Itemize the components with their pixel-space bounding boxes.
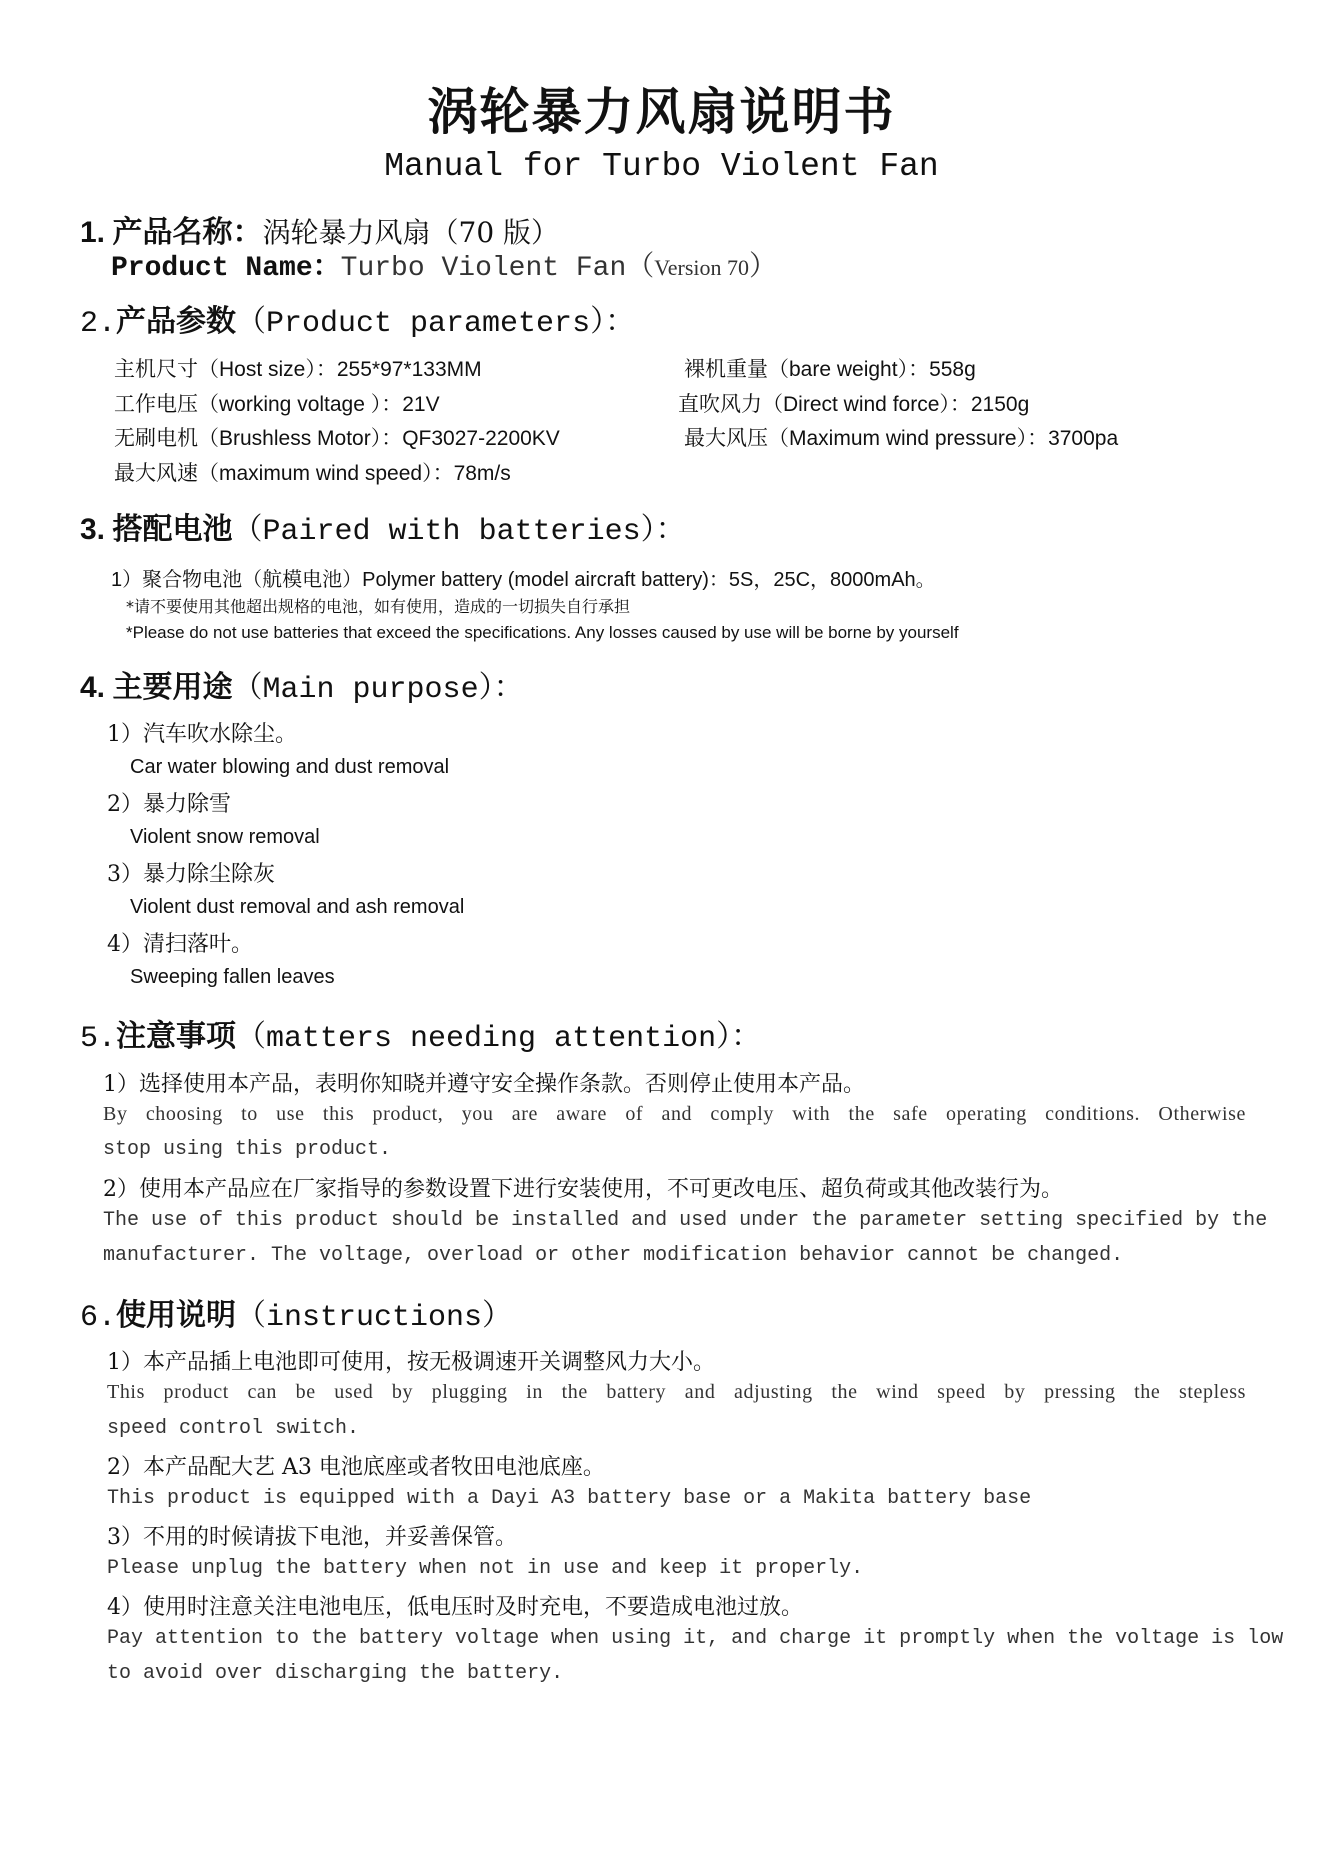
purpose-1-en: Car water blowing and dust removal (130, 756, 450, 778)
purpose-4-cn: 4）清扫落叶。 (107, 932, 253, 957)
section-2-label: 产品参数 (116, 304, 237, 339)
attention-2-cn: 2）使用本产品应在厂家指导的参数设置下进行安装使用，不可更改电压、超负荷或其他改装行为。 (103, 1177, 1064, 1202)
instruction-2-cn: 2）本产品配大艺 A3 电池底座或者牧田电池底座。 (107, 1455, 605, 1480)
instruction-2-en: This product is equipped with a Dayi A3 battery base or a Makita battery base (107, 1487, 1032, 1510)
instruction-4-en-line-1: Pay attention to the battery voltage when using it, and charge it promptly when the voltage is low (107, 1627, 1284, 1650)
attention-1-en-line-1: By choosing to use this product, you are aware of and comply with the safe operating conditions. Otherwise (103, 1103, 1246, 1125)
product-name-cn: 涡轮暴力风扇（70 版） (262, 216, 560, 249)
section-6-label-en: （instructions） (236, 1301, 513, 1335)
instruction-1-en-line-2: speed control switch. (107, 1417, 360, 1440)
section-5-number: 5. (80, 1022, 117, 1056)
section-3-number: 3. (80, 513, 106, 546)
section-6-label: 使用说明 (116, 1298, 237, 1333)
attention-2-en-line-2: manufacturer. The voltage, overload or other modification behavior cannot be changed. (103, 1244, 1124, 1267)
param-host-size: 主机尺寸（Host size）：255*97*133MM (114, 358, 482, 381)
instruction-4-en-line-2: to avoid over discharging the battery. (107, 1662, 564, 1685)
purpose-3-cn: 3）暴力除尘除灰 (107, 862, 275, 887)
battery-item-1: 1）聚合物电池（航模电池）Polymer battery (model aircraft battery)：5S，25C，8000mAh。 (111, 569, 936, 591)
section-6-heading (80, 1290, 512, 1335)
section-3-heading (80, 504, 686, 549)
attention-1-en-line-2: stop using this product. (103, 1138, 392, 1161)
instruction-1-en-line-1: This product can be used by plugging in the battery and adjusting the wind speed by pressing the stepless (107, 1381, 1246, 1403)
section-4-label: 主要用途 (112, 670, 233, 705)
purpose-1-cn: 1）汽车吹水除尘。 (107, 722, 297, 747)
section-4-label-en: （Main purpose）： (232, 673, 524, 707)
param-max-wind-pressure: 最大风压（Maximum wind pressure）：3700pa (684, 427, 1119, 450)
section-2-label-en: （Product parameters）： (236, 307, 636, 341)
instruction-1-cn: 1）本产品插上电池即可使用，按无极调速开关调整风力大小。 (107, 1350, 715, 1375)
section-4-heading (80, 662, 524, 707)
product-name-en-line (111, 244, 777, 284)
battery-note-cn: *请不要使用其他超出规格的电池，如有使用，造成的一切损失自行承担 (126, 597, 631, 616)
instruction-3-cn: 3）不用的时候请拔下电池，并妥善保管。 (107, 1525, 517, 1550)
param-direct-wind-force: 直吹风力（Direct wind force）：2150g (678, 393, 1030, 416)
section-5-label: 注意事项 (116, 1019, 237, 1054)
purpose-3-en: Violent dust removal and ash removal (130, 896, 465, 918)
product-name-en-value: Turbo Violent Fan（ (340, 253, 655, 284)
product-name-close: ） (749, 253, 778, 284)
section-4-number: 4. (80, 671, 106, 704)
page-title-cn: 涡轮暴力风扇说明书 (427, 83, 896, 141)
section-3-label: 搭配电池 (112, 512, 233, 547)
section-6-number: 6. (80, 1301, 117, 1335)
param-bare-weight: 裸机重量（bare weight）：558g (684, 358, 976, 381)
purpose-4-en: Sweeping fallen leaves (130, 966, 335, 988)
purpose-2-en: Violent snow removal (130, 826, 320, 848)
battery-note-en: *Please do not use batteries that exceed the specifications. Any losses caused by use will be borne by yourself (126, 623, 959, 642)
instruction-4-cn: 4）使用时注意关注电池电压，低电压时及时充电，不要造成电池过放。 (107, 1595, 803, 1620)
instruction-3-en: Please unplug the battery when not in use and keep it properly. (107, 1557, 864, 1580)
section-5-heading (80, 1011, 761, 1056)
param-working-voltage: 工作电压（working voltage ）：21V (114, 393, 440, 416)
section-2-number: 2. (80, 307, 117, 341)
section-1-label: 产品名称： (112, 215, 263, 250)
section-2-heading (80, 296, 635, 341)
product-name-en-label: Product Name： (111, 253, 341, 284)
product-version: Version 70 (654, 255, 750, 280)
section-1-number: 1. (80, 216, 106, 249)
section-3-label-en: （Paired with batteries）： (232, 515, 686, 549)
param-brushless-motor: 无刷电机（Brushless Motor）：QF3027-2200KV (114, 427, 560, 450)
page-title-en: Manual for Turbo Violent Fan (384, 148, 939, 185)
param-max-wind-speed: 最大风速（maximum wind speed）：78m/s (114, 462, 511, 485)
attention-2-en-line-1: The use of this product should be installed and used under the parameter setting specified by the (103, 1209, 1268, 1232)
purpose-2-cn: 2）暴力除雪 (107, 792, 231, 817)
section-5-label-en: （matters needing attention）： (236, 1022, 762, 1056)
attention-1-cn: 1）选择使用本产品，表明你知晓并遵守安全操作条款。否则停止使用本产品。 (103, 1072, 865, 1097)
